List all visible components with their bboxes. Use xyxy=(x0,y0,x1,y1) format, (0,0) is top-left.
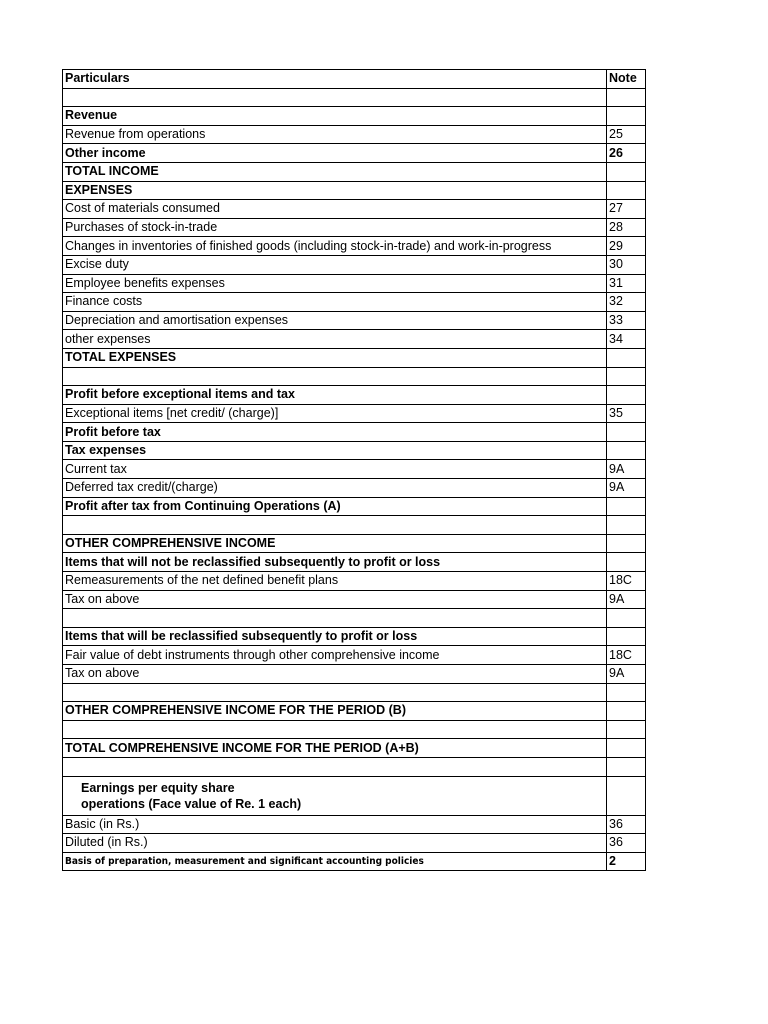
note-cell: 35 xyxy=(607,404,646,423)
particulars-cell: Depreciation and amortisation expenses xyxy=(63,311,607,330)
table-row xyxy=(63,237,646,256)
table-row xyxy=(63,720,646,739)
particulars-cell: TOTAL INCOME xyxy=(63,162,607,181)
table-row xyxy=(63,815,646,834)
note-cell: 28 xyxy=(607,218,646,237)
note-cell xyxy=(607,367,646,386)
note-cell: 36 xyxy=(607,815,646,834)
particulars-cell: Items that will not be reclassified subsequently to profit or loss xyxy=(63,553,607,572)
particulars-cell: Other income xyxy=(63,144,607,163)
particulars-cell xyxy=(63,88,607,107)
particulars-cell: Fair value of debt instruments through other comprehensive income xyxy=(63,646,607,665)
note-cell xyxy=(607,162,646,181)
table-row xyxy=(63,609,646,628)
table-row xyxy=(63,255,646,274)
note-cell: 9A xyxy=(607,665,646,684)
table-row xyxy=(63,181,646,200)
note-cell xyxy=(607,181,646,200)
note-cell xyxy=(607,553,646,572)
particulars-cell: OTHER COMPREHENSIVE INCOME FOR THE PERIOD (B) xyxy=(63,702,607,721)
table-row xyxy=(63,590,646,609)
note-cell xyxy=(607,107,646,126)
particulars-cell: Remeasurements of the net defined benefit plans xyxy=(63,572,607,591)
note-cell: 18C xyxy=(607,572,646,591)
table-row xyxy=(63,125,646,144)
table-row xyxy=(63,852,646,871)
particulars-cell: Cost of materials consumed xyxy=(63,200,607,219)
table-row xyxy=(63,739,646,758)
note-cell xyxy=(607,757,646,776)
table-row xyxy=(63,776,646,815)
particulars-cell: Exceptional items [net credit/ (charge)] xyxy=(63,404,607,423)
particulars-cell xyxy=(63,683,607,702)
particulars-cell: Tax on above xyxy=(63,665,607,684)
table-row xyxy=(63,479,646,498)
profit-and-loss-table xyxy=(62,69,646,871)
note-cell: 27 xyxy=(607,200,646,219)
particulars-cell: TOTAL COMPREHENSIVE INCOME FOR THE PERIOD (A+B) xyxy=(63,739,607,758)
particulars-cell: Current tax xyxy=(63,460,607,479)
particulars-cell: TOTAL EXPENSES xyxy=(63,348,607,367)
table-row xyxy=(63,218,646,237)
particulars-cell: Diluted (in Rs.) xyxy=(63,834,607,853)
note-cell xyxy=(607,776,646,815)
table-row xyxy=(63,404,646,423)
note-cell: 32 xyxy=(607,293,646,312)
particulars-cell xyxy=(63,757,607,776)
note-cell xyxy=(607,497,646,516)
note-cell xyxy=(607,534,646,553)
table-body xyxy=(63,70,646,871)
table-row xyxy=(63,460,646,479)
particulars-cell: Employee benefits expenses xyxy=(63,274,607,293)
note-cell: 9A xyxy=(607,479,646,498)
table-row xyxy=(63,516,646,535)
particulars-cell: other expenses xyxy=(63,330,607,349)
table-row xyxy=(63,553,646,572)
note-cell: 30 xyxy=(607,255,646,274)
note-cell: 31 xyxy=(607,274,646,293)
table-row xyxy=(63,200,646,219)
table-row xyxy=(63,683,646,702)
table-row xyxy=(63,627,646,646)
particulars-cell: Deferred tax credit/(charge) xyxy=(63,479,607,498)
table-row xyxy=(63,534,646,553)
table-row xyxy=(63,144,646,163)
note-cell: 9A xyxy=(607,590,646,609)
note-cell: 34 xyxy=(607,330,646,349)
particulars-cell: Changes in inventories of finished goods (including stock-in-trade) and work-in-progress xyxy=(63,237,607,256)
note-cell xyxy=(607,739,646,758)
particulars-cell: Items that will be reclassified subsequently to profit or loss xyxy=(63,627,607,646)
note-cell xyxy=(607,516,646,535)
particulars-cell xyxy=(63,516,607,535)
table-header-row xyxy=(63,70,646,89)
table-row xyxy=(63,107,646,126)
particulars-cell xyxy=(63,367,607,386)
particulars-cell: OTHER COMPREHENSIVE INCOME xyxy=(63,534,607,553)
note-cell: 2 xyxy=(607,852,646,871)
table-row xyxy=(63,348,646,367)
table-row xyxy=(63,88,646,107)
particulars-cell: Purchases of stock-in-trade xyxy=(63,218,607,237)
particulars-cell: EXPENSES xyxy=(63,181,607,200)
table-row xyxy=(63,702,646,721)
table-row xyxy=(63,646,646,665)
particulars-cell: Basic (in Rs.) xyxy=(63,815,607,834)
particulars-cell: Profit after tax from Continuing Operations (A) xyxy=(63,497,607,516)
note-cell xyxy=(607,441,646,460)
note-header: Note xyxy=(607,70,646,89)
particulars-cell: Tax expenses xyxy=(63,441,607,460)
table-row xyxy=(63,665,646,684)
particulars-cell: Basis of preparation, measurement and significant accounting policies xyxy=(63,852,607,871)
note-cell xyxy=(607,348,646,367)
table-row xyxy=(63,162,646,181)
note-cell: 25 xyxy=(607,125,646,144)
table-row xyxy=(63,757,646,776)
table-row xyxy=(63,293,646,312)
particulars-cell: Earnings per equity share operations (Face value of Re. 1 each) xyxy=(63,776,607,815)
note-cell xyxy=(607,720,646,739)
note-cell: 33 xyxy=(607,311,646,330)
note-cell xyxy=(607,88,646,107)
particulars-cell xyxy=(63,720,607,739)
particulars-cell: Profit before exceptional items and tax xyxy=(63,386,607,405)
particulars-cell: Profit before tax xyxy=(63,423,607,442)
particulars-cell: Tax on above xyxy=(63,590,607,609)
particulars-cell: Revenue from operations xyxy=(63,125,607,144)
note-cell: 9A xyxy=(607,460,646,479)
table-row xyxy=(63,441,646,460)
particulars-header: Particulars xyxy=(63,70,607,89)
note-cell xyxy=(607,683,646,702)
table-row xyxy=(63,572,646,591)
table-row xyxy=(63,497,646,516)
note-cell xyxy=(607,609,646,628)
particulars-cell: Revenue xyxy=(63,107,607,126)
table-row xyxy=(63,274,646,293)
particulars-cell: Finance costs xyxy=(63,293,607,312)
note-cell: 18C xyxy=(607,646,646,665)
note-cell xyxy=(607,627,646,646)
note-cell: 26 xyxy=(607,144,646,163)
table-row xyxy=(63,367,646,386)
particulars-cell xyxy=(63,609,607,628)
table-row xyxy=(63,386,646,405)
note-cell xyxy=(607,386,646,405)
table-row xyxy=(63,834,646,853)
note-cell: 36 xyxy=(607,834,646,853)
note-cell xyxy=(607,423,646,442)
particulars-cell: Excise duty xyxy=(63,255,607,274)
table-row xyxy=(63,330,646,349)
note-cell xyxy=(607,702,646,721)
note-cell: 29 xyxy=(607,237,646,256)
table-row xyxy=(63,311,646,330)
table-row xyxy=(63,423,646,442)
